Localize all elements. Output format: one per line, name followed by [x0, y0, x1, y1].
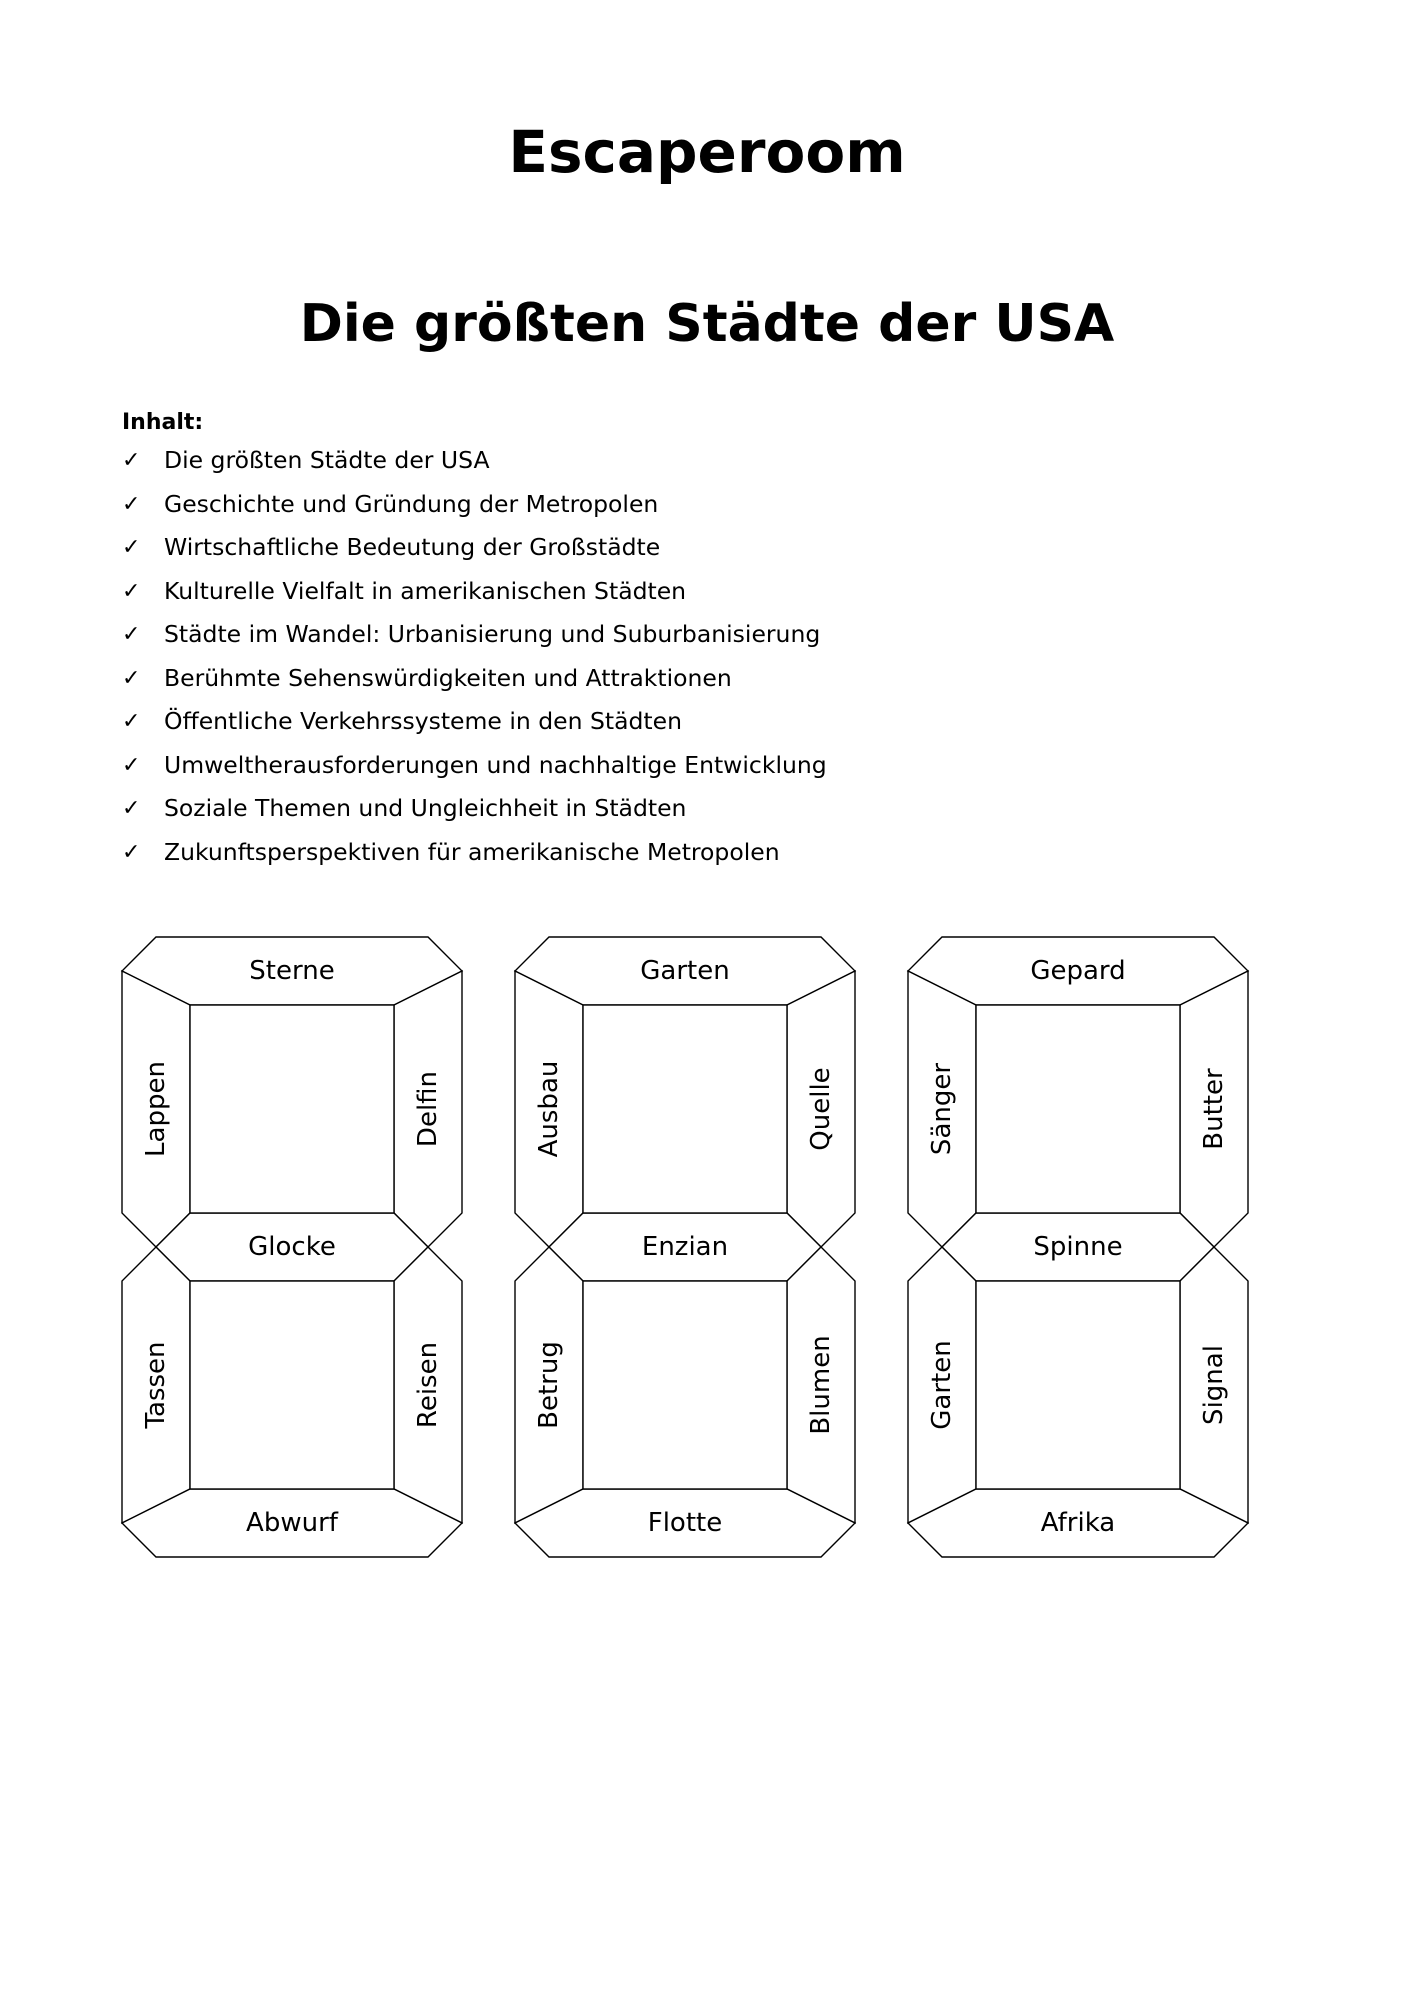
segment-label-upper-left: Sänger	[927, 1062, 957, 1156]
checkmark-icon: ✓	[122, 535, 141, 560]
segment-label-middle: Spinne	[1033, 1232, 1123, 1262]
answer-box-upper	[976, 1005, 1180, 1213]
list-item-text: Kulturelle Vielfalt in amerikanischen Städten	[164, 576, 687, 605]
list-item-text: Umweltherausforderungen und nachhaltige Entwicklung	[164, 750, 827, 779]
segment-label-lower-left: Garten	[927, 1340, 957, 1430]
segment-label-bottom: Flotte	[647, 1508, 723, 1538]
segment-label-lower-left: Betrug	[534, 1341, 564, 1429]
segment-label-upper-right: Quelle	[806, 1067, 836, 1151]
list-item-text: Die größten Städte der USA	[164, 446, 490, 474]
checkmark-icon: ✓	[122, 491, 141, 517]
answer-box-upper	[190, 1005, 394, 1213]
list-item-text: Zukunftsperspektiven für amerikanische Metropolen	[164, 837, 780, 866]
segment-label-lower-right: Blumen	[806, 1335, 836, 1435]
word-puzzle	[515, 937, 855, 1557]
list-item-text: Öffentliche Verkehrssysteme in den Städten	[164, 707, 682, 735]
segment-label-lower-right: Signal	[1199, 1345, 1229, 1425]
checkmark-icon: ✓	[122, 578, 141, 604]
segment-label-upper-right: Butter	[1199, 1068, 1229, 1150]
segment-label-upper-right: Delfin	[413, 1070, 443, 1148]
segment-label-top: Sterne	[249, 956, 335, 986]
answer-box-lower	[190, 1281, 394, 1489]
word-puzzle	[908, 937, 1248, 1557]
list-item-text: Wirtschaftliche Bedeutung der Großstädte	[164, 533, 661, 561]
segment-label-middle: Enzian	[641, 1232, 729, 1262]
answer-box-lower	[976, 1281, 1180, 1489]
checkmark-icon: ✓	[122, 796, 141, 821]
checkmark-icon: ✓	[122, 665, 141, 691]
segment-label-lower-left: Tassen	[141, 1341, 171, 1429]
segment-label-middle: Glocke	[248, 1232, 336, 1262]
segment-label-upper-left: Lappen	[141, 1061, 171, 1157]
checkmark-icon: ✓	[122, 752, 141, 778]
page-title: Escaperoom	[508, 118, 906, 186]
segment-label-bottom: Abwurf	[246, 1508, 338, 1538]
segment-label-upper-left: Ausbau	[534, 1060, 564, 1158]
answer-box-upper	[583, 1005, 787, 1213]
list-item-text: Städte im Wandel: Urbanisierung und Suburbanisierung	[164, 620, 821, 648]
page-subtitle: Die größten Städte der USA	[299, 294, 1115, 354]
checkmark-icon: ✓	[122, 622, 141, 647]
checkmark-icon: ✓	[122, 839, 141, 865]
answer-box-lower	[583, 1281, 787, 1489]
word-puzzle	[122, 937, 462, 1557]
segment-label-bottom: Afrika	[1040, 1508, 1116, 1538]
list-item-text: Berühmte Sehenswürdigkeiten und Attraktionen	[164, 663, 732, 692]
list-item-text: Geschichte und Gründung der Metropolen	[164, 489, 659, 518]
segment-label-top: Gepard	[1030, 956, 1126, 986]
checkmark-icon: ✓	[122, 709, 141, 734]
segment-label-top: Garten	[640, 956, 730, 986]
checkmark-icon: ✓	[122, 448, 141, 473]
contents-label: Inhalt:	[122, 410, 204, 435]
segment-label-lower-right: Reisen	[413, 1341, 443, 1429]
list-item-text: Soziale Themen und Ungleichheit in Städten	[164, 794, 687, 822]
